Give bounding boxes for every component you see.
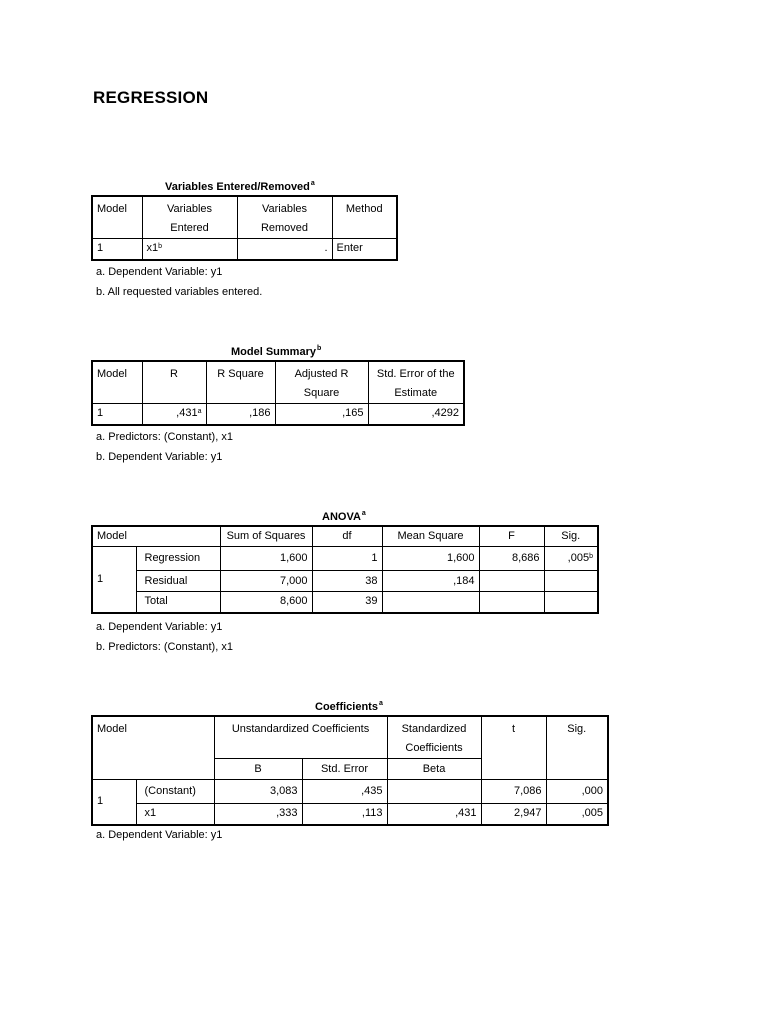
cell-sig [544, 571, 598, 592]
anova-title: ANOVA$^a$ [322, 510, 366, 523]
header-t: t [481, 716, 546, 780]
cell-r: ,431$^a$ [142, 404, 206, 425]
row-label-regression: Regression [136, 547, 220, 571]
cell-model: 1 [92, 547, 136, 613]
header-r-square: R Square [206, 361, 275, 404]
header-adjusted-r-square: Adjusted R Square [275, 361, 368, 404]
row-label-constant: (Constant) [136, 780, 214, 804]
cell-f [479, 592, 544, 613]
cell-sig: ,005$^b$ [544, 547, 598, 571]
cell-b: 3,083 [214, 780, 302, 804]
cell-ms: 1,600 [382, 547, 479, 571]
variables-table-title [165, 181, 315, 193]
cell-beta: ,431 [387, 804, 481, 825]
cell-f: 8,686 [479, 547, 544, 571]
header-method: Method [332, 196, 397, 239]
variables-title-footnote: a [310, 180, 315, 187]
anova-table [91, 525, 599, 614]
cell-model: 1 [92, 239, 142, 260]
variables-title-text: Variables Entered/Removed [165, 181, 310, 193]
header-variables-entered: Variables Entered [142, 196, 237, 239]
header-std-error-estimate: Std. Error of the Estimate [368, 361, 464, 404]
header-sum-of-squares: Sum of Squares [220, 526, 312, 547]
cell-f [479, 571, 544, 592]
header-model: Model [92, 361, 142, 404]
model-summary-note-a: a. Predictors: (Constant), x1 [96, 431, 233, 443]
variables-note-a: a. Dependent Variable: y1 [96, 266, 223, 278]
cell-df: 39 [312, 592, 382, 613]
row-label-residual: Residual [136, 571, 220, 592]
row-label-x1: x1 [136, 804, 214, 825]
cell-ms [382, 592, 479, 613]
cell-entered: x1$^b$ [142, 239, 237, 260]
header-sig: Sig. [544, 526, 598, 547]
cell-df: 38 [312, 571, 382, 592]
page-heading: REGRESSION [93, 88, 209, 107]
coefficients-table [91, 715, 609, 826]
header-df: df [312, 526, 382, 547]
cell-t: 2,947 [481, 804, 546, 825]
header-model: Model [92, 716, 214, 780]
header-std-error: Std. Error [302, 759, 387, 780]
cell-sig [544, 592, 598, 613]
cell-df: 1 [312, 547, 382, 571]
cell-method: Enter [332, 239, 397, 260]
model-summary-table [91, 360, 465, 426]
model-summary-title: Model Summary$^b$ [231, 345, 322, 358]
cell-ms: ,184 [382, 571, 479, 592]
cell-std-error: ,4292 [368, 404, 464, 425]
row-label-total: Total [136, 592, 220, 613]
header-model: Model [92, 196, 142, 239]
cell-model: 1 [92, 780, 136, 825]
cell-sig: ,005 [546, 804, 608, 825]
cell-ss: 8,600 [220, 592, 312, 613]
header-variables-removed: Variables Removed [237, 196, 332, 239]
header-model: Model [92, 526, 220, 547]
cell-b: ,333 [214, 804, 302, 825]
header-standardized: Standardized Coefficients [387, 716, 481, 759]
header-r: R [142, 361, 206, 404]
header-mean-square: Mean Square [382, 526, 479, 547]
cell-se: ,113 [302, 804, 387, 825]
header-b: B [214, 759, 302, 780]
anova-note-a: a. Dependent Variable: y1 [96, 621, 223, 633]
header-beta: Beta [387, 759, 481, 780]
cell-t: 7,086 [481, 780, 546, 804]
header-unstandardized: Unstandardized Coefficients [214, 716, 387, 759]
anova-note-b: b. Predictors: (Constant), x1 [96, 641, 233, 653]
cell-ss: 1,600 [220, 547, 312, 571]
variables-entered-table [91, 195, 398, 261]
model-summary-note-b: b. Dependent Variable: y1 [96, 451, 223, 463]
header-sig: Sig. [546, 716, 608, 780]
cell-ss: 7,000 [220, 571, 312, 592]
cell-beta [387, 780, 481, 804]
cell-removed: . [237, 239, 332, 260]
coefficients-note-a: a. Dependent Variable: y1 [96, 829, 223, 841]
variables-note-b: b. All requested variables entered. [96, 286, 263, 298]
coefficients-title: Coefficients$^a$ [315, 700, 383, 713]
cell-se: ,435 [302, 780, 387, 804]
header-f: F [479, 526, 544, 547]
cell-sig: ,000 [546, 780, 608, 804]
cell-adj-r-square: ,165 [275, 404, 368, 425]
cell-r-square: ,186 [206, 404, 275, 425]
cell-model: 1 [92, 404, 142, 425]
